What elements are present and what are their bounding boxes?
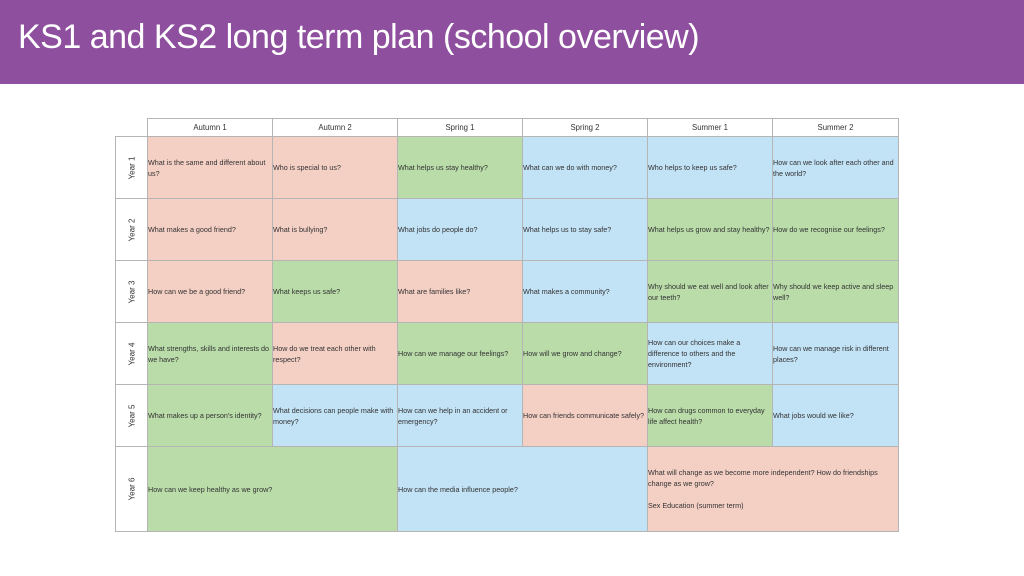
topic-text: What makes a good friend? xyxy=(148,225,236,234)
topic-text: Who helps to keep us safe? xyxy=(648,163,737,172)
header-corner xyxy=(116,119,148,137)
year-label: Year 6 xyxy=(127,477,136,501)
topic-cell xyxy=(273,323,398,385)
topic-cell xyxy=(773,385,899,447)
topic-text: Why should we eat well and look after our teeth? xyxy=(648,281,769,302)
topic-cell xyxy=(398,447,648,532)
topic-text: What decisions can people make with money? xyxy=(273,405,394,426)
year-label-cell xyxy=(116,261,148,323)
topic-text: What is the same and different about us? xyxy=(148,157,266,178)
topic-cell xyxy=(398,199,523,261)
topic-text: Who is special to us? xyxy=(273,163,341,172)
topic-cell xyxy=(523,385,648,447)
topic-cell xyxy=(148,199,273,261)
topic-cell xyxy=(148,137,273,199)
year-row xyxy=(116,199,899,261)
long-term-plan-table xyxy=(115,118,899,532)
topic-text: What is bullying? xyxy=(273,225,328,234)
page-title: KS1 and KS2 long term plan (school overview) xyxy=(18,18,700,56)
year-label: Year 5 xyxy=(127,404,136,427)
topic-text: How can we look after each other and the world? xyxy=(773,157,894,178)
topic-text: What helps us grow and stay healthy? xyxy=(648,225,770,234)
topic-cell xyxy=(773,261,899,323)
topic-cell xyxy=(773,137,899,199)
topic-text: What jobs do people do? xyxy=(398,225,478,234)
topic-cell xyxy=(773,199,899,261)
topic-cell xyxy=(523,199,648,261)
topic-cell xyxy=(273,137,398,199)
topic-cell xyxy=(773,323,899,385)
year-label: Year 2 xyxy=(127,218,136,241)
topic-cell xyxy=(648,137,773,199)
year-row xyxy=(116,323,899,385)
topic-cell xyxy=(648,323,773,385)
topic-cell xyxy=(148,447,398,532)
topic-text: What strengths, skills and interests do we have? xyxy=(148,343,270,364)
year-label: Year 4 xyxy=(127,342,136,365)
topic-cell xyxy=(648,447,899,532)
topic-text: What helps us stay healthy? xyxy=(398,163,488,172)
topic-text: How can our choices make a difference to others and the environment? xyxy=(648,338,741,369)
topic-cell xyxy=(148,385,273,447)
topic-text: What helps us to stay safe? xyxy=(523,225,612,234)
year-label-cell xyxy=(116,323,148,385)
topic-cell xyxy=(148,323,273,385)
topic-text: How can we keep healthy as we grow? xyxy=(148,484,273,494)
topic-text: What makes up a person's identity? xyxy=(148,411,262,420)
topic-cell xyxy=(273,199,398,261)
topic-text: How can we be a good friend? xyxy=(148,287,246,296)
topic-text: How do we treat each other with respect? xyxy=(273,343,376,364)
topic-cell xyxy=(398,385,523,447)
topic-text: What keeps us safe? xyxy=(273,287,341,296)
year-row xyxy=(116,137,899,199)
topic-text: How can we manage risk in different places? xyxy=(773,343,889,364)
topic-cell xyxy=(523,323,648,385)
topic-cell xyxy=(523,137,648,199)
topic-cell xyxy=(648,261,773,323)
topic-text: How will we grow and change? xyxy=(523,349,622,358)
topic-text: What are families like? xyxy=(398,287,471,296)
term-header: Autumn 2 xyxy=(273,119,398,137)
year-label-cell xyxy=(116,137,148,199)
term-header: Spring 2 xyxy=(523,119,648,137)
year-row xyxy=(116,447,899,532)
topic-text: Why should we keep active and sleep well? xyxy=(773,281,894,302)
year-row xyxy=(116,385,899,447)
topic-text: How can drugs common to everyday life affect health? xyxy=(648,405,765,426)
year-label-cell xyxy=(116,447,148,532)
topic-cell xyxy=(648,385,773,447)
topic-text: How can we manage our feelings? xyxy=(398,349,509,358)
term-header-row xyxy=(116,119,899,137)
year-row xyxy=(116,261,899,323)
year-label: Year 3 xyxy=(127,280,136,303)
topic-text: What can we do with money? xyxy=(523,163,617,172)
topic-text: How do we recognise our feelings? xyxy=(773,225,885,234)
topic-text: What jobs would we like? xyxy=(773,411,854,420)
topic-text: How can friends communicate safely? xyxy=(523,411,645,420)
topic-cell xyxy=(648,199,773,261)
term-header: Spring 1 xyxy=(398,119,523,137)
topic-cell xyxy=(273,261,398,323)
topic-text: How can we help in an accident or emergency? xyxy=(398,405,508,426)
year-label: Year 1 xyxy=(127,156,136,179)
topic-cell xyxy=(148,261,273,323)
year-label-cell xyxy=(116,385,148,447)
topic-text: How can the media influence people? xyxy=(398,484,518,494)
term-header: Summer 2 xyxy=(773,119,899,137)
topic-cell xyxy=(398,137,523,199)
year-label-cell xyxy=(116,199,148,261)
topic-cell xyxy=(398,261,523,323)
topic-text: What makes a community? xyxy=(523,287,610,296)
topic-cell xyxy=(523,261,648,323)
topic-cell xyxy=(273,385,398,447)
term-header: Autumn 1 xyxy=(148,119,273,137)
title-banner xyxy=(0,0,1024,84)
topic-cell xyxy=(398,323,523,385)
term-header: Summer 1 xyxy=(648,119,773,137)
topic-text: What will change as we become more independent? How do friendships change as we grow? xyxy=(648,468,878,488)
topic-note: Sex Education (summer term) xyxy=(648,501,744,510)
